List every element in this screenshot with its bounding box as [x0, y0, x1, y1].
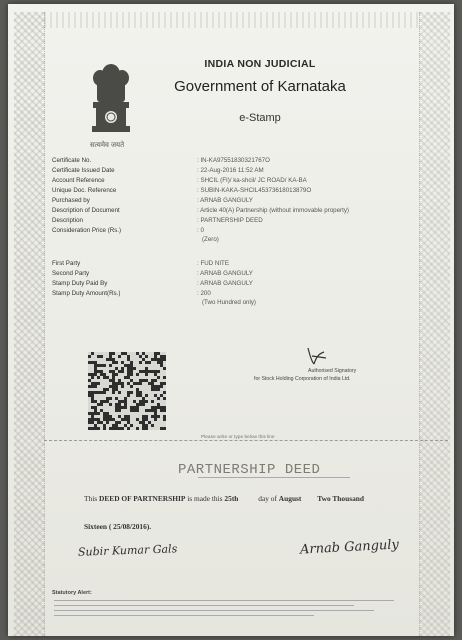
authorised-signatory-label: Authorised Signatory [308, 368, 357, 374]
security-border-top [44, 12, 420, 28]
security-border-right [419, 12, 450, 636]
detail-label: Unique Doc. Reference [52, 187, 117, 194]
deed-day: 25th [224, 494, 239, 503]
divider-instruction: Please write or type below this line [198, 435, 278, 440]
detail-value: : FUD NITE [197, 260, 229, 267]
detail-label: Second Party [52, 270, 90, 277]
estamp-paper [8, 4, 454, 636]
detail-value: : ARNAB GANGULY [197, 197, 253, 204]
header-estamp: e-Stamp [239, 112, 281, 124]
detail-value: : SHCIL (FI)/ ka-shcil/ JC ROAD/ KA-BA [197, 177, 307, 184]
signature-right: Arnab Ganguly [299, 537, 400, 558]
detail-label: First Party [52, 260, 81, 267]
detail-value: : 0 [197, 227, 204, 234]
detail-value: : 22-Aug-2016 11:52 AM [197, 167, 264, 174]
detail-label: Account Reference [52, 177, 105, 184]
statutory-alert-title: Statutory Alert: [52, 590, 92, 596]
divider-line [44, 440, 448, 441]
deed-month: August [278, 494, 302, 503]
emblem-motto: सत्यमेव जयते [90, 142, 125, 149]
detail-label: Purchased by [52, 197, 90, 204]
security-border-left [14, 12, 45, 636]
detail-value: : Article 40(A) Partnership (without immovable property) [197, 207, 349, 214]
deed-title-underline [198, 477, 350, 478]
detail-label: Certificate No. [52, 157, 92, 164]
detail-value: (Two Hundred only) [202, 299, 256, 306]
header-non-judicial: INDIA NON JUDICIAL [204, 58, 316, 70]
detail-value: : 200 [197, 290, 211, 297]
deed-intro-mid: is made this [187, 494, 223, 503]
detail-label: Description [52, 217, 83, 224]
detail-label: Certificate Issued Date [52, 167, 115, 174]
national-emblem-icon [88, 60, 134, 150]
statutory-alert [52, 590, 422, 630]
deed-title: PARTNERSHIP DEED [178, 462, 321, 478]
detail-label: Description of Document [52, 207, 120, 214]
detail-value: : PARTNERSHIP DEED [197, 217, 263, 224]
header-government: Government of Karnataka [174, 78, 346, 95]
deed-intro-prefix: This [84, 494, 98, 503]
detail-label: Stamp Duty Paid By [52, 280, 108, 287]
signature-left: Subir Kumar Gals [77, 542, 178, 559]
detail-value: : ARNAB GANGULY [197, 270, 253, 277]
qr-code [88, 352, 166, 430]
deed-intro-bold: DEED OF PARTNERSHIP [99, 494, 186, 503]
stock-holding-label: for Stock Holding Corporation of India Ltd. [254, 376, 351, 382]
deed-intro-line [84, 494, 364, 503]
deed-date-line: Sixteen ( 25/08/2016). [84, 522, 152, 531]
detail-value: : ARNAB GANGULY [197, 280, 253, 287]
detail-value: (Zero) [202, 236, 219, 243]
detail-label: Consideration Price (Rs.) [52, 227, 122, 234]
deed-year-text: Two Thousand [317, 494, 365, 503]
detail-value: : IN-KA97551830321767O [197, 157, 270, 164]
detail-value: : SUBIN-KAKA-SHCIL45373618013879O [197, 187, 312, 194]
detail-label: Stamp Duty Amount(Rs.) [52, 290, 121, 297]
authorised-signature-mark [304, 344, 330, 366]
deed-day-of: day of [258, 494, 277, 503]
